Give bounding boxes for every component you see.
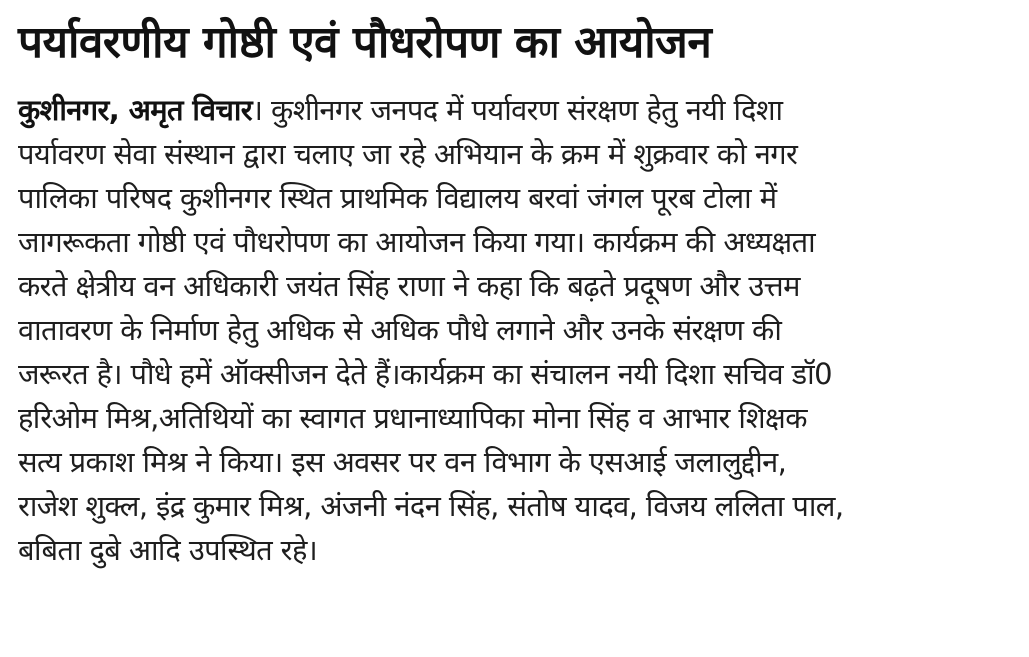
article-line-6: वातावरण के निर्माण हेतु अधिक से अधिक पौधे लगाने और उनके संरक्षण की [18, 313, 782, 347]
article-line-10: राजेश शुक्ल, इंद्र कुमार मिश्र, अंजनी नंदन सिंह, संतोष यादव, विजय ललिता पाल, [18, 489, 844, 523]
article-line-5: करते क्षेत्रीय वन अधिकारी जयंत सिंह राणा ने कहा कि बढ़ते प्रदूषण और उत्तम [18, 269, 800, 303]
article-line-8: हरिओम मिश्र,अतिथियों का स्वागत प्रधानाध्यापिका मोना सिंह व आभार शिक्षक [18, 401, 807, 435]
article-line-9: सत्य प्रकाश मिश्र ने किया। इस अवसर पर वन विभाग के एसआई जलालुद्दीन, [18, 445, 787, 479]
article-headline: पर्यावरणीय गोष्ठी एवं पौधरोपण का आयोजन [18, 17, 712, 68]
article-line-7: जरूरत है। पौधे हमें ऑक्सीजन देते हैं।कार्यक्रम का संचालन नयी दिशा सचिव डॉ0 [18, 357, 832, 391]
article-line-4: जागरूकता गोष्ठी एवं पौधरोपण का आयोजन किया गया। कार्यक्रम की अध्यक्षता [18, 225, 816, 259]
article-line-1 [18, 88, 1017, 132]
article-dateline: कुशीनगर, अमृत विचार [18, 93, 253, 127]
article-line-11: बबिता दुबे आदि उपस्थित रहे। [18, 533, 318, 567]
article-line-3: पालिका परिषद कुशीनगर स्थित प्राथमिक विद्यालय बरवां जंगल पूरब टोला में [18, 181, 777, 215]
article-line-2: पर्यावरण सेवा संस्थान द्वारा चलाए जा रहे अभियान के क्रम में शुक्रवार को नगर [18, 137, 798, 171]
article-body [18, 88, 1017, 572]
article-line-1-text: । कुशीनगर जनपद में पर्यावरण संरक्षण हेतु नयी दिशा [252, 93, 783, 127]
